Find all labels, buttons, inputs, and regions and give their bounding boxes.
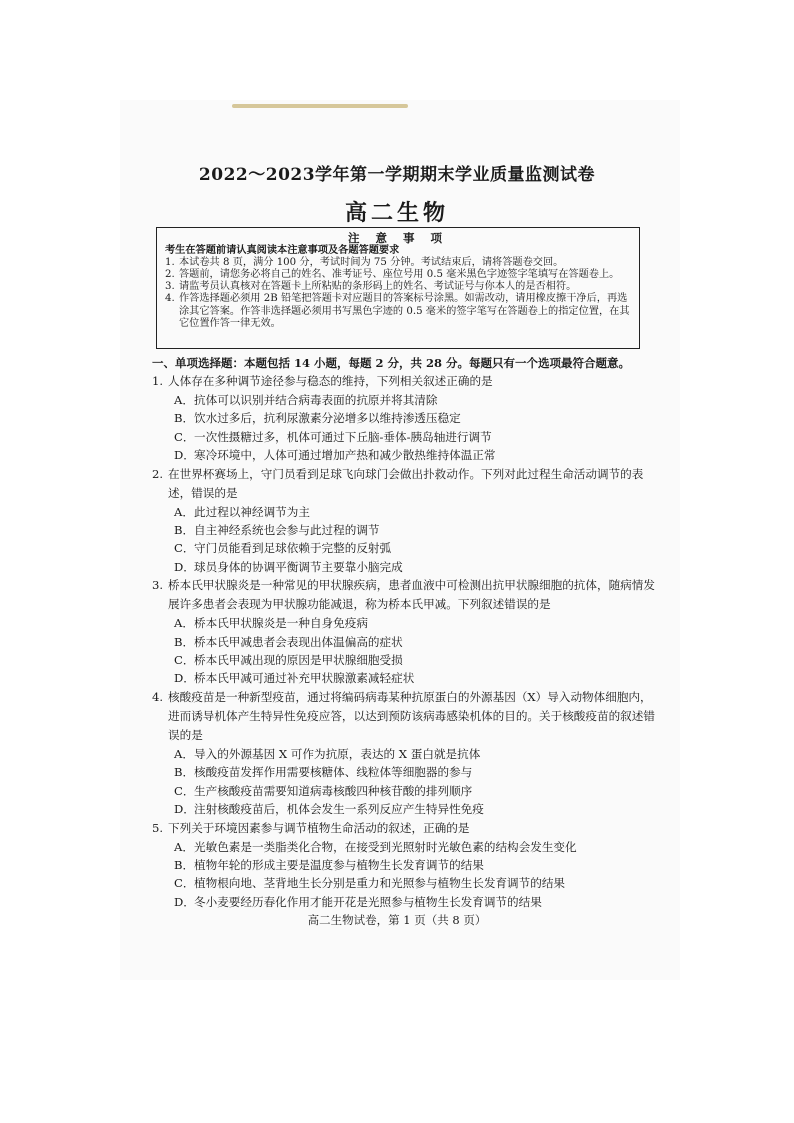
question [152,819,658,912]
notice-item [165,281,631,293]
answer-option [152,391,658,409]
question-text: 下列关于环境因素参与调节植物生命活动的叙述，正确的是 [168,820,470,835]
question-text: 人体存在多种调节途径参与稳态的维持，下列相关叙述正确的是 [168,374,493,388]
option-label: C． [174,541,195,556]
option-label: D． [174,671,195,686]
option-text: 饮水过多后，抗利尿激素分泌增多以维持渗透压稳定 [194,411,461,426]
notice-item [165,269,631,281]
option-label: B． [174,857,195,872]
answer-option [152,633,658,651]
option-label: B． [174,411,195,426]
option-text: 桥本氏甲减出现的原因是甲状腺细胞受损 [194,653,403,668]
answer-option [152,558,658,576]
answer-option [152,539,658,557]
option-label: D． [174,559,195,574]
question-number: 2. [152,466,164,481]
answer-option [152,874,658,892]
question-text: 在世界杯赛场上，守门员看到足球飞向球门会做出扑救动作。下列对此过程生命活动调节的表述，错误的是 [168,466,644,500]
option-text: 生产核酸疫苗需要知道病毒核酸四种核苷酸的排列顺序 [194,783,473,798]
question [152,688,658,819]
option-label: C． [174,429,195,444]
option-text: 守门员能看到足球依赖于完整的反射弧 [194,541,392,556]
answer-option [152,669,658,687]
question-stem [152,576,658,614]
option-label: A． [174,616,194,631]
answer-option [152,893,658,911]
option-text: 桥本氏甲减可通过补充甲状腺激素减轻症状 [194,671,415,686]
option-text: 此过程以神经调节为主 [194,504,310,519]
answer-option [152,503,658,521]
option-text: 球员身体的协调平衡调节主要靠小脑完成 [194,559,403,574]
notice-item-text: 本试卷共 8 页，满分 100 分，考试时间为 75 分钟。考试结束后，请将答题卷交回。 [179,256,564,268]
exam-title: 2022～2023学年第一学期期末学业质量监测试卷 [198,165,596,185]
scan-mark [232,104,408,108]
answer-option [152,856,658,874]
answer-option [152,745,658,763]
notice-item-number: 1. [165,256,175,268]
option-label: C． [174,876,195,891]
question-stem [152,372,658,391]
option-label: B． [174,634,195,649]
answer-option [152,521,658,539]
option-text: 注射核酸疫苗后，机体会发生一系列反应产生特异性免疫 [194,802,484,817]
option-label: B． [174,523,195,538]
option-label: D． [174,448,195,463]
option-text: 一次性摄糖过多，机体可通过下丘脑-垂体-胰岛轴进行调节 [194,429,492,444]
option-label: A． [174,839,194,854]
option-text: 自主神经系统也会参与此过程的调节 [194,523,380,538]
question-stem [152,819,658,838]
answer-option [152,409,658,427]
question-list [152,372,658,911]
option-text: 寒冷环境中，人体可通过增加产热和减少散热维持体温正常 [194,448,496,463]
question-stem [152,688,658,745]
answer-option [152,782,658,800]
exam-subject: 高二生物 [344,200,449,226]
option-text: 光敏色素是一类脂类化合物，在接受到光照射时光敏色素的结构会发生变化 [194,839,577,854]
section-heading: 一、单项选择题：本题包括 14 小题，每题 2 分，共 28 分。每题只有一个选项最符合题意。 [152,356,631,370]
option-label: C． [174,783,195,798]
option-text: 植物年轮的形成主要是温度参与植物生长发育调节的结果 [194,857,484,872]
option-text: 核酸疫苗发挥作用需要核糖体、线粒体等细胞器的参与 [194,765,473,780]
question-number: 3. [152,578,164,593]
notice-item-text: 请监考员认真核对在答题卡上所粘贴的条形码上的姓名、考试证号与你本人的是否相符。 [179,281,577,293]
notice-item [165,257,631,269]
option-text: 桥本氏甲状腺炎是一种自身免疫病 [194,616,368,631]
question-number: 5. [152,820,164,835]
option-text: 植物根向地、茎背地生长分别是重力和光照参与植物生长发育调节的结果 [194,876,566,891]
option-text: 导入的外源基因 X 可作为抗原，表达的 X 蛋白就是抗体 [194,746,481,761]
option-text: 桥本氏甲减患者会表现出体温偏高的症状 [194,634,403,649]
question-number: 4. [152,689,164,704]
option-label: C． [174,653,195,668]
option-label: A． [174,746,194,761]
question [152,576,658,688]
notice-item [165,293,631,330]
question-text: 核酸疫苗是一种新型疫苗，通过将编码病毒某种抗原蛋白的外源基因（X）导入动物体细胞内，进而诱导机体产生特异性免疫应答，以达到预防该病毒感染机体的目的。关于核酸疫苗的叙述错误的是 [168,689,655,742]
option-label: A． [174,504,194,519]
answer-option [152,651,658,669]
answer-option [152,838,658,856]
question [152,372,658,465]
notice-box [156,227,640,349]
answer-option [152,428,658,446]
answer-option [152,800,658,818]
page-footer: 高二生物试卷，第 1 页（共 8 页） [307,913,487,927]
notice-item-text: 作答选择题必须用 2B 铅笔把答题卡对应题目的答案标号涂黑。如需改动，请用橡皮擦干净后，再选涂其它答案。作答非选择题必须用书写黑色字迹的 0.5 毫米的签字笔写在答题卷上的指定位置，在其它位置作答一律无效。 [179,293,630,330]
option-text: 冬小麦要经历春化作用才能开花是光照参与植物生长发育调节的结果 [194,894,542,909]
option-label: D． [174,802,195,817]
notice-item-number: 4. [165,293,175,305]
notice-lead: 考生在答题前请认真阅读本注意事项及各题答题要求 [165,244,400,257]
answer-option [152,763,658,781]
answer-option [152,614,658,632]
option-label: A． [174,393,194,407]
notice-item-number: 2. [165,268,175,280]
question-stem [152,465,658,503]
notice-title: 注 意 事 项 [347,231,448,245]
notice-item-number: 3. [165,281,175,293]
notice-item-text: 答题前，请您务必将自己的姓名、准考证号、座位号用 0.5 毫米黑色字迹签字笔填写在答题卷上。 [179,268,620,280]
option-text: 抗体可以识别并结合病毒表面的抗原并将其清除 [194,393,438,407]
question-text: 桥本氏甲状腺炎是一种常见的甲状腺疾病，患者血液中可检测出抗甲状腺细胞的抗体，随病情发展许多患者会表现为甲状腺功能减退，称为桥本氏甲减。下列叙述错误的是 [168,578,655,612]
question [152,465,658,577]
question-number: 1. [152,374,164,388]
option-label: B． [174,765,195,780]
answer-option [152,446,658,464]
option-label: D． [174,894,195,909]
